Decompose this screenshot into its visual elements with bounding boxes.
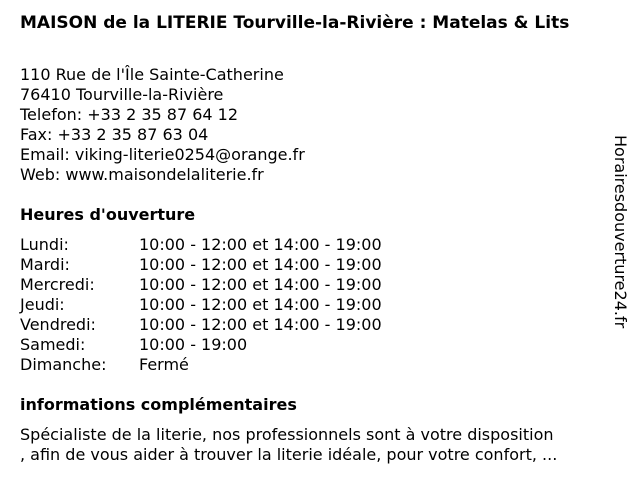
contact-block <box>20 65 305 185</box>
day-label: Vendredi: <box>20 315 96 334</box>
day-label: Jeudi: <box>20 295 65 314</box>
fax-number: Fax: +33 2 35 87 63 04 <box>20 125 209 144</box>
hours-row-monday <box>20 235 382 255</box>
day-hours: 10:00 - 12:00 et 14:00 - 19:00 <box>139 315 382 334</box>
additional-info-text <box>20 425 620 465</box>
info-line: , afin de vous aider à trouver la literie idéale, pour votre confort, ... <box>20 445 558 464</box>
email-address[interactable]: Email: viking-literie0254@orange.fr <box>20 145 305 164</box>
site-watermark: Horairesdouverture24.fr <box>611 135 630 329</box>
day-label: Mardi: <box>20 255 70 274</box>
opening-hours-heading: Heures d'ouverture <box>20 205 196 224</box>
info-line: Spécialiste de la literie, nos professionnels sont à votre disposition <box>20 425 554 444</box>
day-hours: 10:00 - 12:00 et 14:00 - 19:00 <box>139 275 382 294</box>
hours-row-wednesday <box>20 275 382 295</box>
additional-info-heading: informations complémentaires <box>20 395 297 414</box>
day-hours: 10:00 - 12:00 et 14:00 - 19:00 <box>139 295 382 314</box>
page-title: MAISON de la LITERIE Tourville-la-Rivière : Matelas & Lits <box>20 13 570 33</box>
hours-row-saturday <box>20 335 382 355</box>
website-link[interactable]: Web: www.maisondelaliterie.fr <box>20 165 264 184</box>
day-label: Lundi: <box>20 235 69 254</box>
hours-row-thursday <box>20 295 382 315</box>
phone-number[interactable]: Telefon: +33 2 35 87 64 12 <box>20 105 239 124</box>
day-label: Dimanche: <box>20 355 107 374</box>
day-hours: 10:00 - 12:00 et 14:00 - 19:00 <box>139 235 382 254</box>
day-label: Mercredi: <box>20 275 95 294</box>
day-hours: Fermé <box>139 355 189 374</box>
day-label: Samedi: <box>20 335 86 354</box>
day-hours: 10:00 - 19:00 <box>139 335 248 354</box>
address-street: 110 Rue de l'Île Sainte-Catherine <box>20 65 284 84</box>
hours-row-friday <box>20 315 382 335</box>
hours-row-sunday <box>20 355 382 375</box>
address-city: 76410 Tourville-la-Rivière <box>20 85 224 104</box>
day-hours: 10:00 - 12:00 et 14:00 - 19:00 <box>139 255 382 274</box>
opening-hours-table <box>20 235 382 375</box>
hours-row-tuesday <box>20 255 382 275</box>
